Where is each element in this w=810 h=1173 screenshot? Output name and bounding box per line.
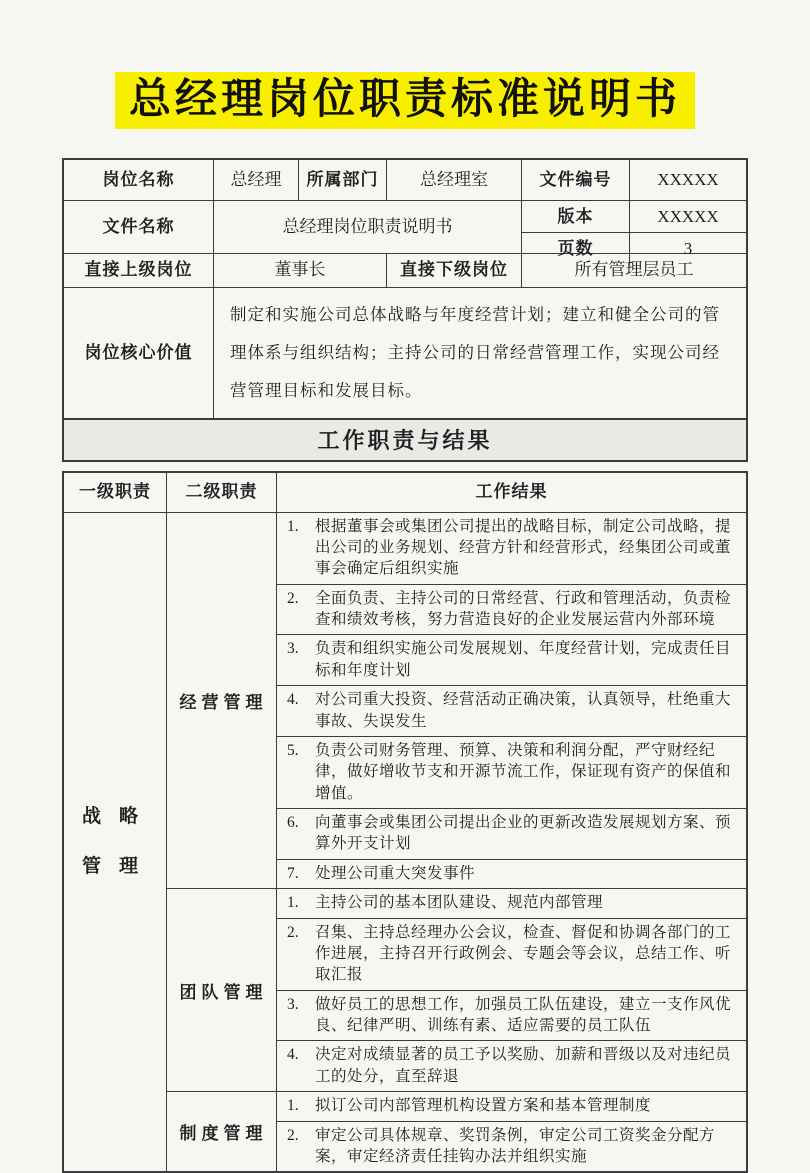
- duty-item-text: 负责公司财务管理、预算、决策和利润分配，严守财经纪律，做好增收节支和开源节流工作，保证现有资产的保值和增值。: [315, 740, 738, 804]
- duty-item-number: 2.: [287, 588, 315, 631]
- page-title: 总经理岗位职责标准说明书: [115, 72, 695, 129]
- duty-items: [277, 513, 746, 889]
- duty-item-number: 3.: [287, 994, 315, 1037]
- duty-group: [167, 513, 746, 890]
- duty-groups: [167, 513, 746, 1172]
- duty-item-text: 主持公司的基本团队建设、规范内部管理: [315, 892, 738, 913]
- superior-value: 董事长: [214, 254, 387, 287]
- info-row-core-value: [64, 288, 746, 418]
- duty-item-number: 1.: [287, 892, 315, 913]
- duty-item: [277, 809, 746, 860]
- duty-header-row: [64, 473, 746, 513]
- duty-item: [277, 919, 746, 991]
- duty-item: [277, 635, 746, 686]
- version-row: [522, 201, 746, 234]
- core-value-label: 岗位核心价值: [64, 288, 214, 418]
- duty-item: [277, 991, 746, 1042]
- duty-item-number: 3.: [287, 638, 315, 681]
- result-header: 工作结果: [277, 473, 746, 512]
- duty-item: [277, 1041, 746, 1091]
- duty-item: [277, 1122, 746, 1172]
- duty-item: [277, 737, 746, 809]
- duty-item-number: 2.: [287, 1125, 315, 1168]
- subordinate-value: 所有管理层员工: [522, 254, 746, 287]
- duty-item-text: 向董事会或集团公司提出企业的更新改造发展规划方案、预算外开支计划: [315, 812, 738, 855]
- duty-item-text: 审定公司具体规章、奖罚条例，审定公司工资奖金分配方案，审定经济责任挂钩办法并组织实施: [315, 1125, 738, 1168]
- position-name-value: 总经理: [214, 160, 299, 200]
- duty-item-text: 决定对成绩显著的员工予以奖励、加薪和晋级以及对违纪员工的处分，直至辞退: [315, 1044, 738, 1087]
- duty-item-text: 做好员工的思想工作，加强员工队伍建设，建立一支作风优良、纪律严明、训练有素、适应需要的员工队伍: [315, 994, 738, 1037]
- duty-item: [277, 889, 746, 918]
- duty-item-text: 拟订公司内部管理机构设置方案和基本管理制度: [315, 1095, 738, 1116]
- duty-item: [277, 860, 746, 888]
- duty-item-text: 召集、主持总经理办公会议，检查、督促和协调各部门的工作进展，主持召开行政例会、专题会等会议，总结工作、听取汇报: [315, 922, 738, 986]
- version-value: XXXXX: [630, 201, 746, 233]
- duty-item-number: 5.: [287, 740, 315, 804]
- file-name-label: 文件名称: [64, 201, 214, 253]
- duty-item: [277, 585, 746, 636]
- version-label: 版本: [522, 201, 630, 233]
- core-value-text: 制定和实施公司总体战略与年度经营计划；建立和健全公司的管理体系与组织结构；主持公司的日常经营管理工作，实现公司经营管理目标和发展目标。: [214, 288, 746, 418]
- doc-no-label: 文件编号: [522, 160, 630, 200]
- subordinate-label: 直接下级岗位: [387, 254, 522, 287]
- duty-item-number: 4.: [287, 689, 315, 732]
- level1-cell: [64, 513, 167, 1172]
- pages-label: 页数: [522, 233, 630, 265]
- duty-item: [277, 1092, 746, 1121]
- duty-item-text: 负责和组织实施公司发展规划、年度经营计划，完成责任目标和年度计划: [315, 638, 738, 681]
- duty-table: [62, 471, 748, 1173]
- duty-item: [277, 686, 746, 737]
- duty-item-text: 处理公司重大突发事件: [315, 863, 738, 884]
- pages-value: 3: [630, 233, 746, 265]
- duty-item-text: 对公司重大投资、经营活动正确决策，认真领导，杜绝重大事故、失误发生: [315, 689, 738, 732]
- version-pages-stack: [522, 201, 746, 253]
- duty-item-number: 6.: [287, 812, 315, 855]
- info-row-position: [64, 160, 746, 201]
- duty-body: [64, 513, 746, 1172]
- level1-header: 一级职责: [64, 473, 167, 512]
- info-row-reporting: [64, 254, 746, 288]
- duty-group: [167, 889, 746, 1092]
- superior-label: 直接上级岗位: [64, 254, 214, 287]
- duty-items: [277, 1092, 746, 1171]
- duty-item-number: 1.: [287, 1095, 315, 1116]
- info-row-filename: [64, 201, 746, 254]
- duty-item-number: 1.: [287, 516, 315, 580]
- duty-item-text: 根据董事会或集团公司提出的战略目标，制定公司战略，提出公司的业务规划、经营方针和经营形式，经集团公司或董事会确定后组织实施: [315, 516, 738, 580]
- department-value: 总经理室: [387, 160, 522, 200]
- department-label: 所属部门: [299, 160, 387, 200]
- file-name-value: 总经理岗位职责说明书: [214, 201, 522, 253]
- duty-items: [277, 889, 746, 1091]
- duty-item-number: 2.: [287, 922, 315, 986]
- position-name-label: 岗位名称: [64, 160, 214, 200]
- duty-item-number: 7.: [287, 863, 315, 884]
- title-area: [0, 0, 810, 129]
- duty-group-name: 经营管理: [167, 513, 277, 889]
- duty-group-name: 制度管理: [167, 1092, 277, 1171]
- section-header: [62, 420, 748, 462]
- duty-group-name: 团队管理: [167, 889, 277, 1091]
- duty-item-text: 全面负责、主持公司的日常经营、行政和管理活动，负责检查和绩效考核，努力营造良好的企业发展运营内外部环境: [315, 588, 738, 631]
- info-table: [62, 158, 748, 420]
- level2-header: 二级职责: [167, 473, 277, 512]
- doc-no-value: XXXXX: [630, 160, 746, 200]
- duty-item: [277, 513, 746, 585]
- level1-value: 战略管理: [82, 792, 160, 891]
- section-title: 工作职责与结果: [317, 424, 492, 455]
- duty-item-number: 4.: [287, 1044, 315, 1087]
- duty-group: [167, 1092, 746, 1171]
